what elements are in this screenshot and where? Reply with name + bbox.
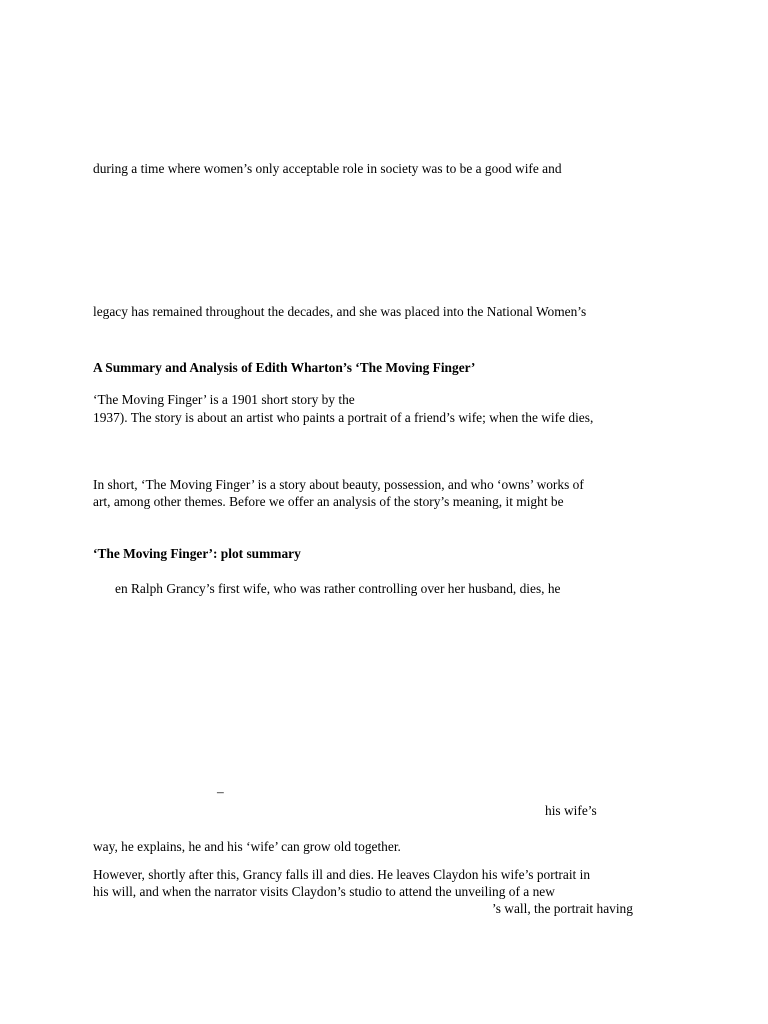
- plot-summary-heading: ‘The Moving Finger’: plot summary: [93, 546, 301, 561]
- dash-fragment: –: [217, 784, 224, 799]
- paragraph-2-line-1: In short, ‘The Moving Finger’ is a story about beauty, possession, and who ‘owns’ works of: [93, 477, 584, 492]
- final-paragraph-line-1: However, shortly after this, Grancy falls ill and dies. He leaves Claydon his wife’s portrait in: [93, 867, 591, 882]
- article-heading: A Summary and Analysis of Edith Wharton’s ‘The Moving Finger’: [93, 360, 476, 375]
- plot-summary-line-1: en Ralph Grancy’s first wife, who was rather controlling over her husband, dies, he: [115, 581, 561, 596]
- paragraph-2-line-2: art, among other themes. Before we offer an analysis of the story’s meaning, it might be: [93, 494, 564, 509]
- wife-fragment: his wife’s: [545, 803, 597, 818]
- paragraph-1-line-2: 1937). The story is about an artist who paints a portrait of a friend’s wife; when the wife dies,: [93, 410, 594, 425]
- final-paragraph-line-2: his will, and when the narrator visits Claydon’s studio to attend the unveiling of a new: [93, 884, 555, 899]
- intro-fragment-1: during a time where women’s only acceptable role in society was to be a good wife and: [93, 161, 562, 176]
- final-paragraph-line-3: ’s wall, the portrait having: [492, 901, 633, 916]
- paragraph-1-line-1: ‘The Moving Finger’ is a 1901 short story by the: [93, 392, 355, 407]
- intro-fragment-2: legacy has remained throughout the decades, and she was placed into the National Women’s: [93, 304, 587, 319]
- grow-old-line: way, he explains, he and his ‘wife’ can grow old together.: [93, 839, 401, 854]
